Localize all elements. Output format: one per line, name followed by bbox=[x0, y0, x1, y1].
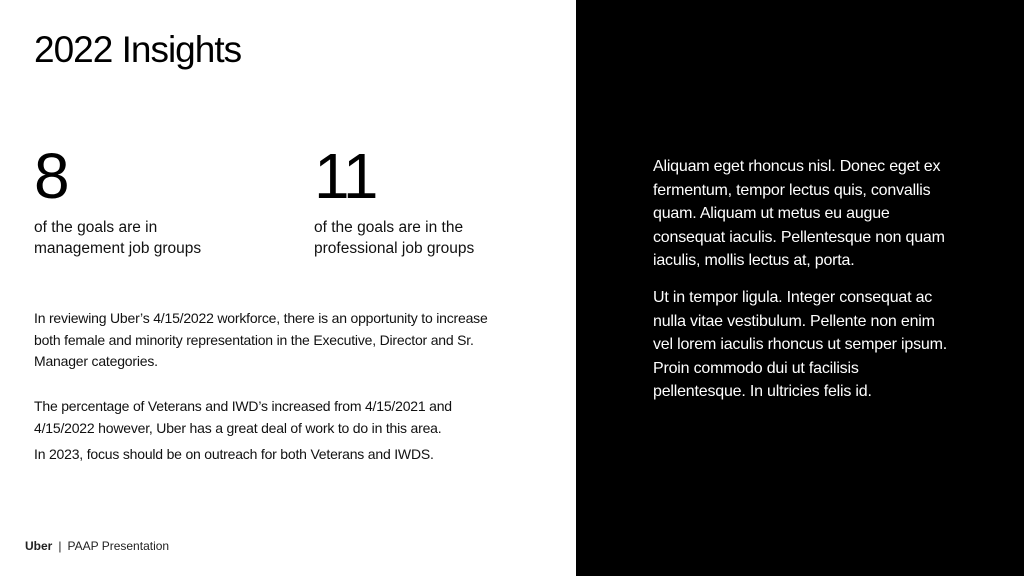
footer bbox=[25, 538, 169, 554]
right-dark-panel bbox=[576, 0, 1024, 576]
footer-separator: | bbox=[58, 539, 62, 553]
footer-label: PAAP Presentation bbox=[67, 539, 170, 553]
footer-brand: Uber bbox=[25, 539, 53, 553]
stat-caption: of the goals are in the professional job groups bbox=[314, 219, 475, 257]
body-paragraph-veterans: The percentage of Veterans and IWD’s increased from 4/15/2021 and 4/15/2022 however, Uber has a great deal of work to do in this area. bbox=[34, 398, 452, 436]
body-paragraph-workforce: In reviewing Uber’s 4/15/2022 workforce, there is an opportunity to increase both female and minority representation in the Executive, Director and Sr. Manager categories. bbox=[34, 310, 488, 369]
stat-management bbox=[34, 140, 244, 259]
right-paragraph-2: Ut in tempor ligula. Integer consequat ac nulla vitae vestibulum. Pellente non enim vel lorem iaculis rhoncus ut semper ipsum. Proin commodo dui ut facilisis pellentesque. In ultricies felis id. bbox=[653, 289, 947, 400]
stat-number: 8 bbox=[34, 140, 68, 212]
stat-caption: of the goals are in management job groups bbox=[34, 219, 202, 257]
body-paragraph-focus: In 2023, focus should be on outreach for both Veterans and IWDS. bbox=[34, 446, 434, 462]
stat-number: 11 bbox=[314, 140, 377, 212]
stat-professional bbox=[314, 140, 524, 259]
page-title: 2022 Insights bbox=[34, 29, 242, 70]
right-paragraph-1: Aliquam eget rhoncus nisl. Donec eget ex fermentum, tempor lectus quis, convallis quam. Aliquam ut metus eu augue consequat iaculis. Pellentesque non quam iaculis, mollis lectus at, porta. bbox=[653, 158, 945, 269]
